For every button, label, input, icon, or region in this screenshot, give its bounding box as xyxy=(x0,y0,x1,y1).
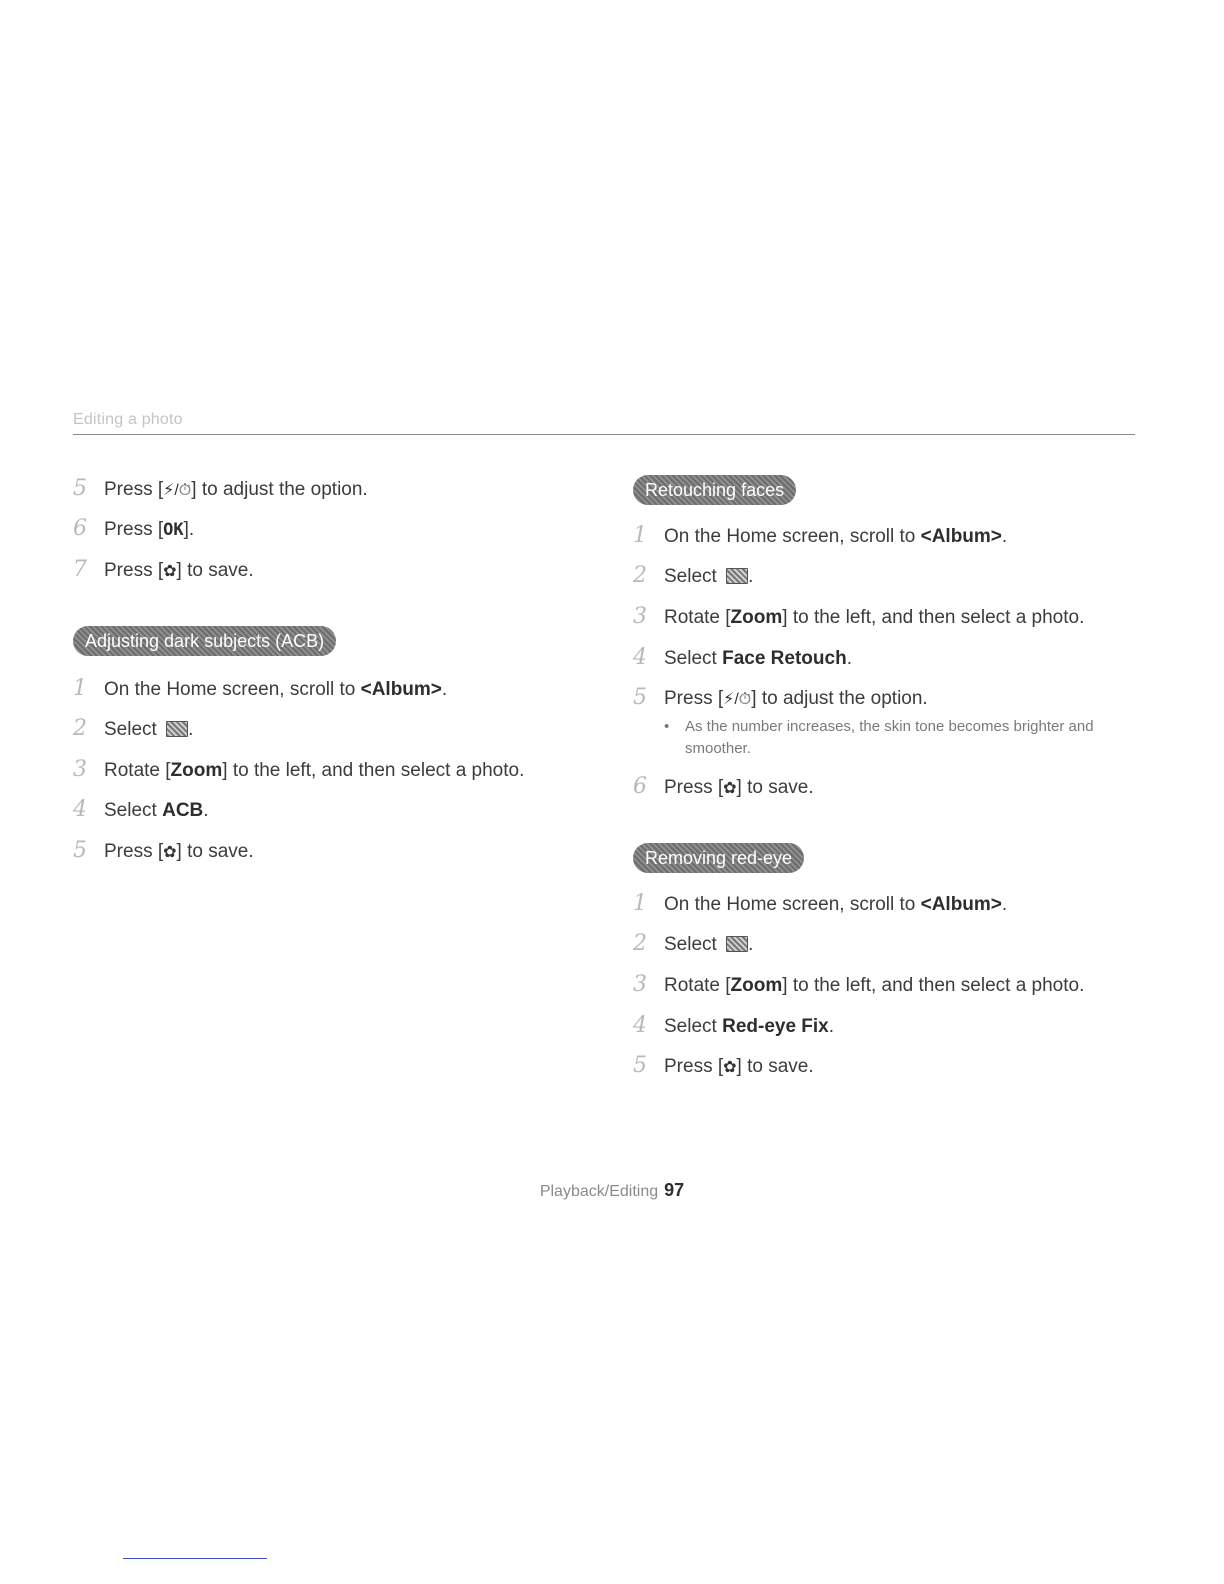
step-number: 3 xyxy=(73,757,87,782)
retouch-step-4: 4 Select Face Retouch. xyxy=(633,645,852,670)
retouch-note xyxy=(664,716,1144,760)
note-text: As the number increases, the skin tone becomes brighter and smoother. xyxy=(685,718,1094,757)
redeye-step-4: 4 Select Red-eye Fix. xyxy=(633,1013,835,1038)
macro-icon: ✿ xyxy=(163,844,177,861)
redeye-step-1: 1 On the Home screen, scroll to <Album>. xyxy=(633,891,1008,916)
step-number: 2 xyxy=(633,563,647,588)
section-title-acb: Adjusting dark subjects (ACB) xyxy=(73,626,336,656)
retouch-step-6: 6 Press [✿] to save. xyxy=(633,774,814,799)
step-number: 1 xyxy=(633,891,647,916)
step-number: 2 xyxy=(633,931,647,956)
page-number: 97 xyxy=(664,1180,685,1200)
step-number: 1 xyxy=(633,523,647,548)
step-number: 5 xyxy=(73,476,87,501)
edit-photo-icon xyxy=(726,568,748,584)
step-number: 3 xyxy=(633,604,647,629)
step-number: 5 xyxy=(73,838,87,863)
retouch-step-5: 5 Press [⚡/⏱] to adjust the option. xyxy=(633,685,928,710)
redeye-step-3: 3 Rotate [Zoom] to the left, and then select a photo. xyxy=(633,972,1085,997)
bullet-dot: • xyxy=(664,718,670,735)
acb-step-2: 2 Select . xyxy=(73,716,194,741)
retouch-step-3: 3 Rotate [Zoom] to the left, and then select a photo. xyxy=(633,604,1085,629)
macro-icon: ✿ xyxy=(723,780,737,797)
redeye-step-5: 5 Press [✿] to save. xyxy=(633,1053,814,1078)
step-number: 5 xyxy=(633,1053,647,1078)
retouch-step-1: 1 On the Home screen, scroll to <Album>. xyxy=(633,523,1008,548)
acb-step-1: 1 On the Home screen, scroll to <Album>. xyxy=(73,676,448,701)
step-number: 5 xyxy=(633,685,647,710)
step-number: 4 xyxy=(633,1013,647,1038)
edit-photo-icon xyxy=(726,936,748,952)
acb-step-4: 4 Select ACB. xyxy=(73,797,209,822)
step-5-adjust: 5 Press [⚡/⏱] to adjust the option. xyxy=(73,476,368,501)
redeye-step-2: 2 Select . xyxy=(633,931,754,956)
ok-key: OK xyxy=(163,520,184,540)
step-7-save: 7 Press [✿] to save. xyxy=(73,557,254,582)
step-number: 2 xyxy=(73,716,87,741)
flash-timer-icon: ⚡/⏱ xyxy=(723,691,752,708)
step-number: 6 xyxy=(633,774,647,799)
macro-icon: ✿ xyxy=(163,563,177,580)
step-number: 4 xyxy=(73,797,87,822)
acb-step-5: 5 Press [✿] to save. xyxy=(73,838,254,863)
step-number: 1 xyxy=(73,676,87,701)
retouch-step-2: 2 Select . xyxy=(633,563,754,588)
step-number: 7 xyxy=(73,557,87,582)
acb-step-3: 3 Rotate [Zoom] to the left, and then select a photo. xyxy=(73,757,525,782)
header-title: Editing a photo xyxy=(73,411,183,428)
page-footer xyxy=(0,1180,1224,1201)
flash-timer-icon: ⚡/⏱ xyxy=(163,482,192,499)
edit-photo-icon xyxy=(166,721,188,737)
step-number: 6 xyxy=(73,516,87,541)
page-header xyxy=(73,409,1135,435)
section-title-red-eye: Removing red-eye xyxy=(633,843,804,873)
section-title-retouching: Retouching faces xyxy=(633,475,796,505)
footer-section: Playback/Editing xyxy=(539,1183,659,1200)
step-6-ok: 6 Press [OK]. xyxy=(73,516,195,541)
bottom-divider xyxy=(123,1558,267,1559)
macro-icon: ✿ xyxy=(723,1059,737,1076)
step-number: 4 xyxy=(633,645,647,670)
step-number: 3 xyxy=(633,972,647,997)
